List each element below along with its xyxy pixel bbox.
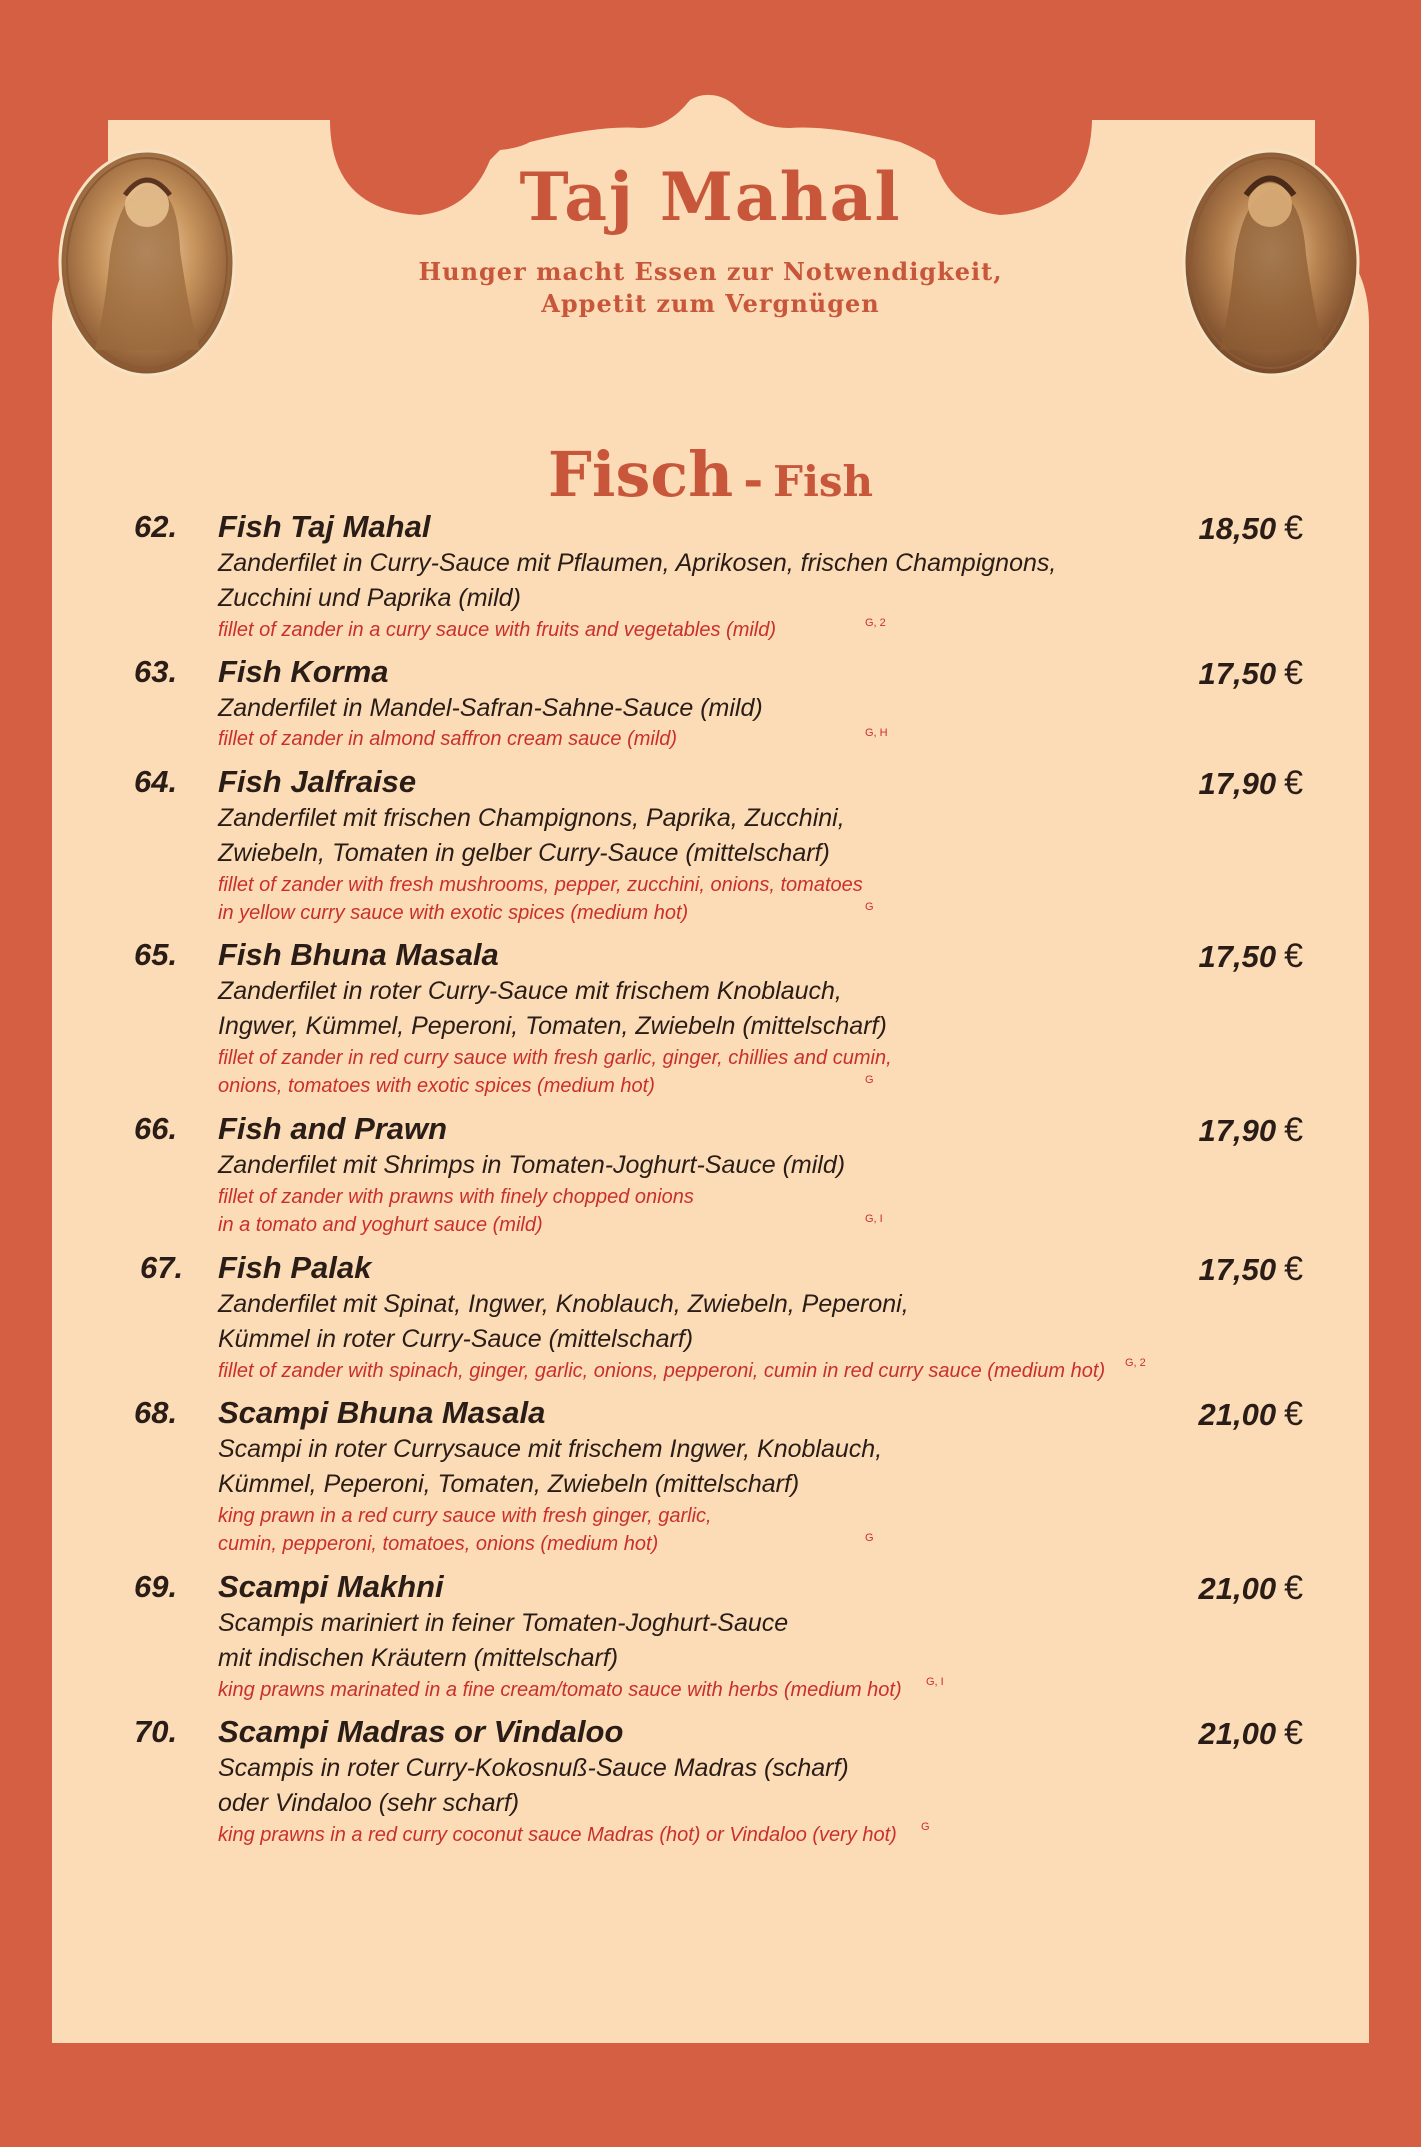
price-value: 17,50 [1198, 1252, 1277, 1287]
allergen-codes: G [921, 1821, 930, 1833]
description-de: Zanderfilet in Curry-Sauce mit Pflaumen, Aprikosen, frischen Champignons, [218, 549, 1057, 577]
item-name: Fish and Prawn [218, 1111, 448, 1146]
allergen-codes: G, I [926, 1676, 944, 1688]
description-de: Scampis in roter Curry-Kokosnuß-Sauce Madras (scharf) [218, 1754, 849, 1782]
allergen-codes: G, 2 [865, 617, 886, 629]
item-name: Scampi Madras or Vindaloo [218, 1714, 624, 1749]
description-en: fillet of zander in almond saffron cream sauce (mild) [218, 728, 678, 750]
description-en: king prawns marinated in a fine cream/tomato sauce with herbs (medium hot) [218, 1679, 902, 1701]
item-name: Scampi Makhni [218, 1569, 444, 1604]
price-value: 21,00 [1198, 1571, 1277, 1606]
item-number: 63. [134, 654, 178, 689]
section-title-en: Fish [773, 457, 874, 506]
euro-sign: € [1284, 509, 1303, 547]
description-en: in a tomato and yoghurt sauce (mild) [218, 1214, 543, 1236]
euro-sign: € [1284, 1250, 1303, 1288]
description-de: Zwiebeln, Tomaten in gelber Curry-Sauce (mittelscharf) [218, 839, 830, 867]
item-number: 68. [134, 1395, 178, 1430]
item-name: Scampi Bhuna Masala [218, 1395, 546, 1430]
description-de: Zanderfilet mit frischen Champignons, Paprika, Zucchini, [218, 804, 845, 832]
euro-sign: € [1284, 1395, 1303, 1433]
item-price [1199, 1395, 1304, 1434]
euro-sign: € [1284, 764, 1303, 802]
description-de: Kümmel in roter Curry-Sauce (mittelscharf) [218, 1325, 694, 1353]
allergen-codes: G [865, 1532, 874, 1544]
restaurant-name: Taj Mahal [519, 158, 902, 236]
euro-sign: € [1284, 1569, 1303, 1607]
description-de: Scampi in roter Currysauce mit frischem Ingwer, Knoblauch, [218, 1435, 883, 1463]
allergen-codes: G, 2 [1125, 1357, 1146, 1369]
item-number: 62. [134, 509, 178, 544]
allergen-codes: G, H [865, 727, 888, 739]
section-title [0, 438, 1421, 511]
euro-sign: € [1284, 1714, 1303, 1752]
item-name: Fish Korma [218, 654, 389, 689]
price-value: 17,50 [1198, 656, 1277, 691]
price-value: 21,00 [1198, 1716, 1277, 1751]
price-value: 18,50 [1198, 511, 1277, 546]
description-de: Scampis mariniert in feiner Tomaten-Joghurt-Sauce [218, 1609, 789, 1637]
description-en: king prawn in a red curry sauce with fresh ginger, garlic, [218, 1505, 712, 1527]
description-de: oder Vindaloo (sehr scharf) [218, 1789, 520, 1817]
euro-sign: € [1284, 1111, 1303, 1149]
item-name: Fish Taj Mahal [218, 509, 431, 544]
item-price [1199, 654, 1304, 693]
item-price [1199, 764, 1304, 803]
description-en: fillet of zander with prawns with finely chopped onions [218, 1186, 694, 1208]
description-de: Zanderfilet in Mandel-Safran-Sahne-Sauce (mild) [218, 694, 763, 722]
description-en: king prawns in a red curry coconut sauce Madras (hot) or Vindaloo (very hot) [218, 1824, 897, 1846]
description-en: onions, tomatoes with exotic spices (medium hot) [218, 1075, 655, 1097]
section-title-separator: - [743, 452, 764, 508]
item-number: 64. [134, 764, 178, 799]
allergen-codes: G, I [865, 1213, 883, 1225]
description-de: Zanderfilet in roter Curry-Sauce mit frischem Knoblauch, [218, 977, 842, 1005]
description-en: fillet of zander with fresh mushrooms, pepper, zucchini, onions, tomatoes [218, 874, 863, 896]
allergen-codes: G [865, 1074, 874, 1086]
price-value: 17,90 [1198, 766, 1277, 801]
description-de: Zanderfilet mit Spinat, Ingwer, Knoblauch, Zwiebeln, Peperoni, [218, 1290, 909, 1318]
item-price [1199, 509, 1304, 548]
item-number: 66. [134, 1111, 178, 1146]
description-de: mit indischen Kräutern (mittelscharf) [218, 1644, 619, 1672]
item-price [1199, 1250, 1304, 1289]
motto-line-2: Appetit zum Vergnügen [541, 289, 880, 318]
item-name: Fish Bhuna Masala [218, 937, 499, 972]
item-number: 69. [134, 1569, 178, 1604]
description-en: in yellow curry sauce with exotic spices (medium hot) [218, 902, 689, 924]
item-name: Fish Jalfraise [218, 764, 417, 799]
price-value: 17,90 [1198, 1113, 1277, 1148]
allergen-codes: G [865, 901, 874, 913]
description-en: cumin, pepperoni, tomatoes, onions (medium hot) [218, 1533, 659, 1555]
item-number: 65. [134, 937, 178, 972]
section-title-de: Fisch [547, 438, 734, 511]
price-value: 21,00 [1198, 1397, 1277, 1432]
description-de: Kümmel, Peperoni, Tomaten, Zwiebeln (mittelscharf) [218, 1470, 800, 1498]
description-en: fillet of zander in a curry sauce with fruits and vegetables (mild) [218, 619, 777, 641]
item-number: 67. [140, 1250, 184, 1285]
description-en: fillet of zander with spinach, ginger, garlic, onions, pepperoni, cumin in red curry sauce (medium hot) [218, 1360, 1106, 1382]
description-de: Ingwer, Kümmel, Peperoni, Tomaten, Zwiebeln (mittelscharf) [218, 1012, 887, 1040]
description-de: Zucchini und Paprika (mild) [218, 584, 521, 612]
description-de: Zanderfilet mit Shrimps in Tomaten-Joghurt-Sauce (mild) [218, 1151, 846, 1179]
motto-line-1: Hunger macht Essen zur Notwendigkeit, [418, 257, 1003, 286]
item-number: 70. [134, 1714, 178, 1749]
item-price [1199, 1714, 1304, 1753]
euro-sign: € [1284, 654, 1303, 692]
euro-sign: € [1284, 937, 1303, 975]
item-name: Fish Palak [218, 1250, 372, 1285]
price-value: 17,50 [1198, 939, 1277, 974]
item-price [1199, 1569, 1304, 1608]
description-en: fillet of zander in red curry sauce with fresh garlic, ginger, chillies and cumin, [218, 1047, 892, 1069]
item-price [1199, 1111, 1304, 1150]
item-price [1199, 937, 1304, 976]
